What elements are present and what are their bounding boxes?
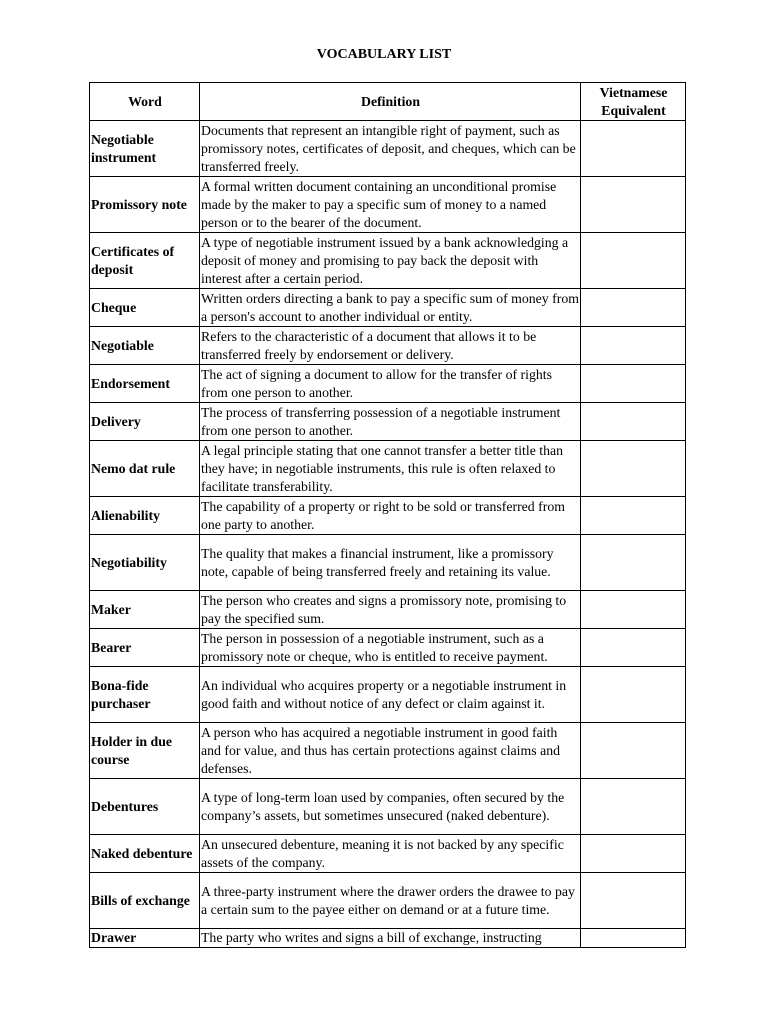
definition-cell: The capability of a property or right to be sold or transferred from one party to another. <box>200 497 581 535</box>
word-cell: Bills of exchange <box>90 873 200 929</box>
table-row <box>90 177 686 233</box>
definition-cell: An individual who acquires property or a negotiable instrument in good faith and without notice of any defect or claim against it. <box>200 667 581 723</box>
table-row <box>90 667 686 723</box>
definition-cell: A formal written document containing an unconditional promise made by the maker to pay a specific sum of money to a named person or to the bearer of the document. <box>200 177 581 233</box>
vietnamese-cell[interactable] <box>581 667 686 723</box>
table-header-row <box>90 83 686 121</box>
word-cell: Endorsement <box>90 365 200 403</box>
definition-cell: The process of transferring possession of a negotiable instrument from one person to another. <box>200 403 581 441</box>
table-row <box>90 441 686 497</box>
word-cell: Holder in due course <box>90 723 200 779</box>
table-row <box>90 289 686 327</box>
definition-cell: An unsecured debenture, meaning it is not backed by any specific assets of the company. <box>200 835 581 873</box>
vietnamese-cell[interactable] <box>581 327 686 365</box>
word-cell: Debentures <box>90 779 200 835</box>
table-row <box>90 629 686 667</box>
vietnamese-cell[interactable] <box>581 535 686 591</box>
definition-cell: A legal principle stating that one cannot transfer a better title than they have; in negotiable instruments, this rule is often relaxed to facilitate transferability. <box>200 441 581 497</box>
definition-cell: The party who writes and signs a bill of exchange, instructing <box>200 929 581 948</box>
vietnamese-cell[interactable] <box>581 591 686 629</box>
vietnamese-cell[interactable] <box>581 929 686 948</box>
word-cell: Bearer <box>90 629 200 667</box>
column-header-vietnamese: Vietnamese Equivalent <box>581 83 686 121</box>
table-row <box>90 929 686 948</box>
definition-cell: The person who creates and signs a promissory note, promising to pay the specified sum. <box>200 591 581 629</box>
vietnamese-cell[interactable] <box>581 289 686 327</box>
word-cell: Bona-fide purchaser <box>90 667 200 723</box>
vietnamese-cell[interactable] <box>581 779 686 835</box>
table-row <box>90 723 686 779</box>
vietnamese-cell[interactable] <box>581 365 686 403</box>
table-row <box>90 327 686 365</box>
table-row <box>90 403 686 441</box>
word-cell: Negotiability <box>90 535 200 591</box>
page-title: VOCABULARY LIST <box>316 47 452 62</box>
vietnamese-cell[interactable] <box>581 403 686 441</box>
table-row <box>90 121 686 177</box>
vietnamese-cell[interactable] <box>581 835 686 873</box>
definition-cell: The quality that makes a financial instrument, like a promissory note, capable of being transferred freely and retaining its value. <box>200 535 581 591</box>
definition-cell: A three-party instrument where the drawer orders the drawee to pay a certain sum to the payee either on demand or at a future time. <box>200 873 581 929</box>
vocabulary-table <box>89 82 686 948</box>
definition-cell: A type of negotiable instrument issued by a bank acknowledging a deposit of money and promising to pay back the deposit with interest after a certain period. <box>200 233 581 289</box>
word-cell: Delivery <box>90 403 200 441</box>
table-row <box>90 779 686 835</box>
definition-cell: Refers to the characteristic of a document that allows it to be transferred freely by endorsement or delivery. <box>200 327 581 365</box>
table-row <box>90 873 686 929</box>
word-cell: Alienability <box>90 497 200 535</box>
vietnamese-cell[interactable] <box>581 629 686 667</box>
definition-cell: A type of long-term loan used by companies, often secured by the company’s assets, but sometimes unsecured (naked debenture). <box>200 779 581 835</box>
table-row <box>90 365 686 403</box>
vietnamese-cell[interactable] <box>581 121 686 177</box>
vietnamese-cell[interactable] <box>581 873 686 929</box>
definition-cell: Written orders directing a bank to pay a specific sum of money from a person's account to another individual or entity. <box>200 289 581 327</box>
table-row <box>90 535 686 591</box>
column-header-definition: Definition <box>200 83 581 121</box>
definition-cell: The act of signing a document to allow for the transfer of rights from one person to another. <box>200 365 581 403</box>
definition-cell: A person who has acquired a negotiable instrument in good faith and for value, and thus has certain protections against claims and defenses. <box>200 723 581 779</box>
vietnamese-cell[interactable] <box>581 723 686 779</box>
table-row <box>90 835 686 873</box>
word-cell: Cheque <box>90 289 200 327</box>
vietnamese-cell[interactable] <box>581 497 686 535</box>
word-cell: Certificates of deposit <box>90 233 200 289</box>
table-row <box>90 233 686 289</box>
word-cell: Drawer <box>90 929 200 948</box>
word-cell: Maker <box>90 591 200 629</box>
definition-cell: The person in possession of a negotiable instrument, such as a promissory note or cheque, who is entitled to receive payment. <box>200 629 581 667</box>
vietnamese-cell[interactable] <box>581 233 686 289</box>
word-cell: Negotiable <box>90 327 200 365</box>
table-row <box>90 591 686 629</box>
word-cell: Negotiable instrument <box>90 121 200 177</box>
vietnamese-cell[interactable] <box>581 441 686 497</box>
word-cell: Nemo dat rule <box>90 441 200 497</box>
vietnamese-cell[interactable] <box>581 177 686 233</box>
table-row <box>90 497 686 535</box>
word-cell: Naked debenture <box>90 835 200 873</box>
definition-cell: Documents that represent an intangible right of payment, such as promissory notes, certificates of deposit, and cheques, which can be transferred freely. <box>200 121 581 177</box>
column-header-word: Word <box>90 83 200 121</box>
word-cell: Promissory note <box>90 177 200 233</box>
